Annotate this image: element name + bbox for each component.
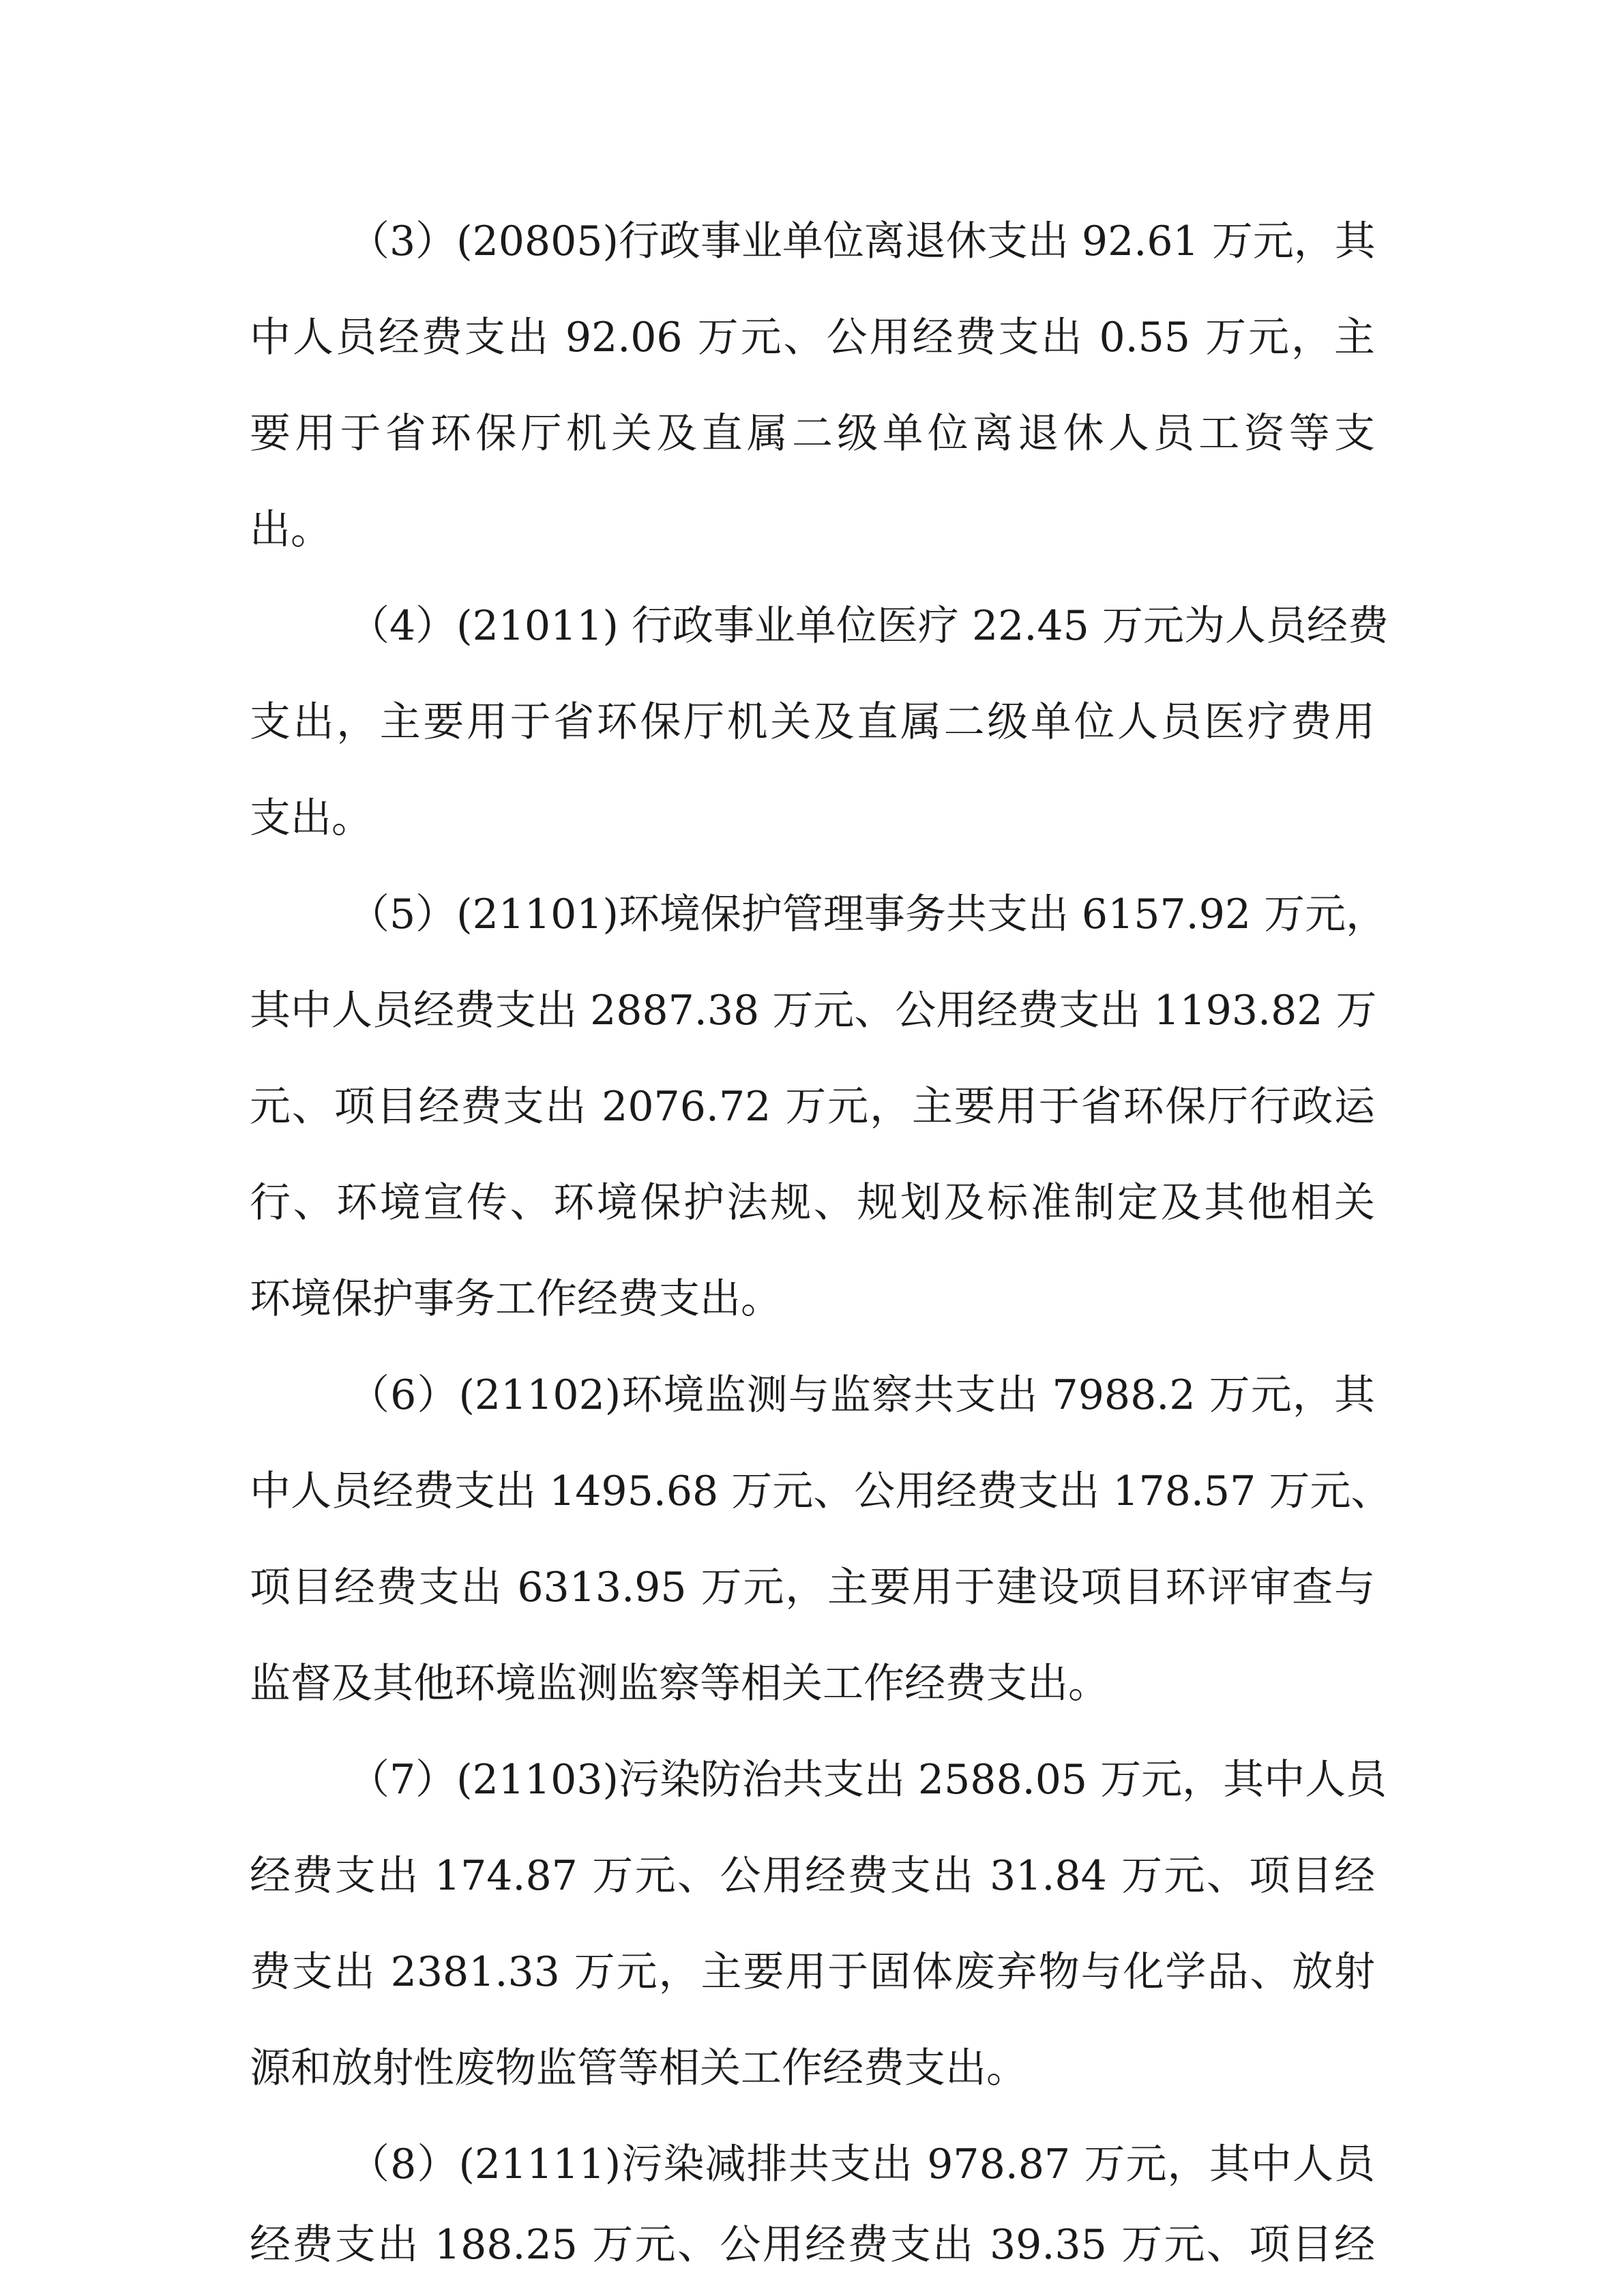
paragraph-6-line-4: 监督及其他环境监测监察等相关工作经费支出。 [250, 1660, 1109, 1708]
paragraph-5-line-2: 其中人员经费支出 2887.38 万元、公用经费支出 1193.82 万 [250, 987, 1377, 1034]
paragraph-5-line-5: 环境保护事务工作经费支出。 [250, 1275, 782, 1323]
paragraph-5-line-3: 元、项目经费支出 2076.72 万元，主要用于省环保厅行政运 [250, 1083, 1375, 1131]
paragraph-7-line-1: （7）(21103)污染防治共支出 2588.05 万元，其中人员 [349, 1756, 1387, 1804]
paragraph-6-line-3: 项目经费支出 6313.95 万元，主要用于建设项目环评审查与 [250, 1564, 1375, 1611]
paragraph-7-line-2: 经费支出 174.87 万元、公用经费支出 31.84 万元、项目经 [250, 1852, 1375, 1900]
paragraph-7-line-3: 费支出 2381.33 万元，主要用于固体废弃物与化学品、放射 [250, 1948, 1375, 1996]
paragraph-4-line-2: 支出，主要用于省环保厅机关及直属二级单位人员医疗费用 [250, 698, 1375, 746]
paragraph-6-line-2: 中人员经费支出 1495.68 万元、公用经费支出 178.57 万元、 [250, 1467, 1392, 1515]
paragraph-5-line-1: （5）(21101)环境保护管理事务共支出 6157.92 万元， [349, 891, 1387, 938]
paragraph-3-line-2: 中人员经费支出 92.06 万元、公用经费支出 0.55 万元，主 [250, 314, 1375, 361]
paragraph-3-line-1: （3）(20805)行政事业单位离退休支出 92.61 万元，其 [349, 218, 1376, 265]
paragraph-3-line-3: 要用于省环保厅机关及直属二级单位离退休人员工资等支 [250, 410, 1375, 458]
paragraph-5-line-4: 行、环境宣传、环境保护法规、规划及标准制定及其他相关 [250, 1179, 1375, 1227]
paragraph-8-line-1: （8）(21111)污染减排共支出 978.87 万元，其中人员 [349, 2141, 1375, 2188]
paragraph-8-line-2: 经费支出 188.25 万元、公用经费支出 39.35 万元、项目经 [250, 2221, 1375, 2269]
paragraph-6-line-1: （6）(21102)环境监测与监察共支出 7988.2 万元，其 [349, 1371, 1375, 1419]
paragraph-4-line-1: （4）(21011) 行政事业单位医疗 22.45 万元为人员经费 [349, 602, 1389, 650]
paragraph-3-line-4: 出。 [250, 506, 331, 554]
paragraph-4-line-3: 支出。 [250, 794, 372, 842]
paragraph-7-line-4: 源和放射性废物监管等相关工作经费支出。 [250, 2044, 1027, 2092]
